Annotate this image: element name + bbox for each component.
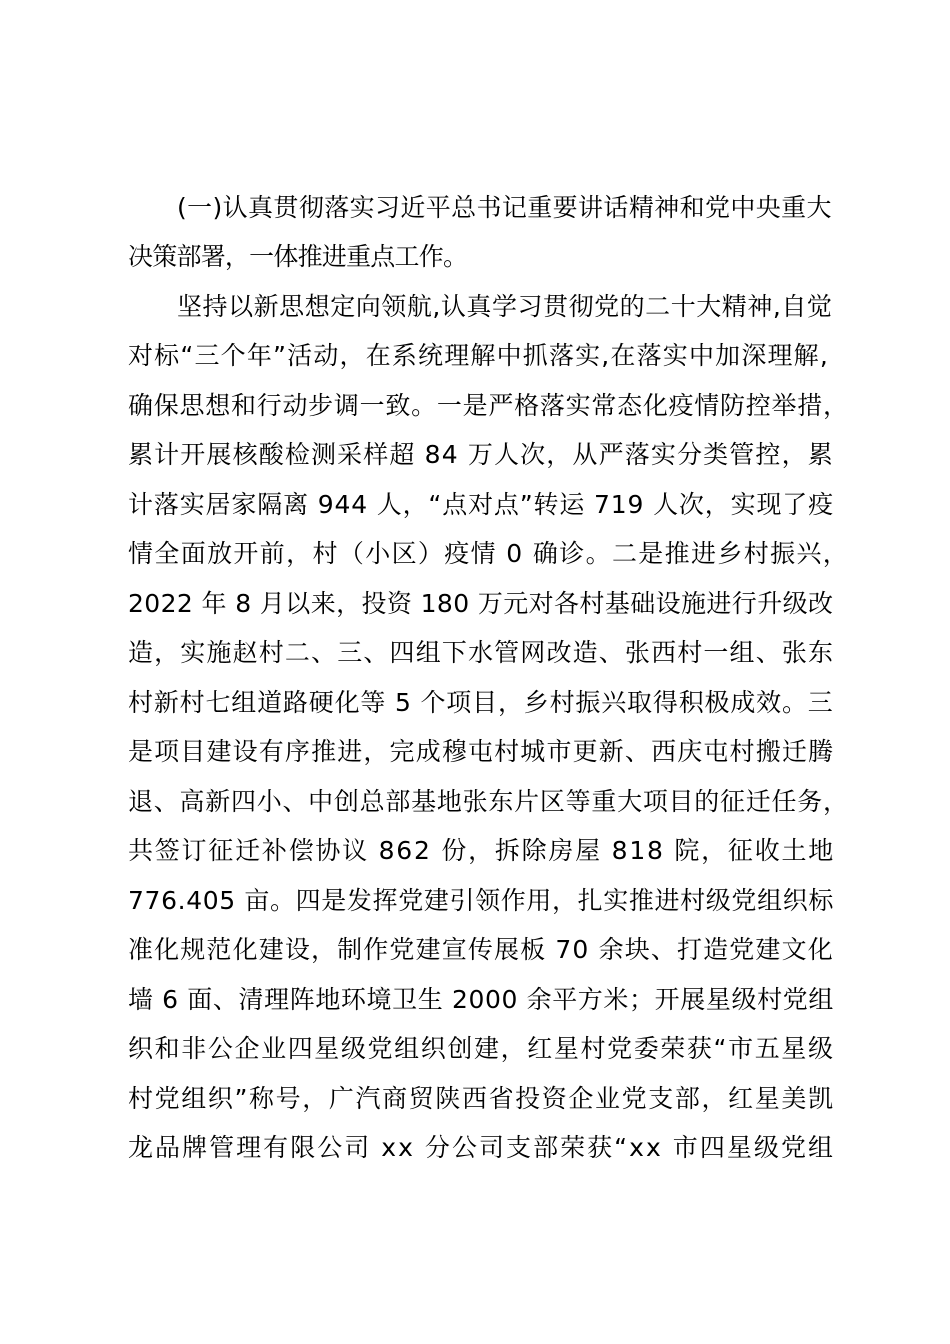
paragraph-line: 墙 6 面、清理阵地环境卫生 2000 余平方米；开展星级村党组 bbox=[128, 985, 834, 1014]
paragraph-line: 累计开展核酸检测采样超 84 万人次，从严落实分类管控，累 bbox=[128, 440, 834, 469]
section-heading-line-2: 决策部署，一体推进重点工作。 bbox=[128, 242, 468, 271]
paragraph-line: 情全面放开前，村（小区）疫情 0 确诊。二是推进乡村振兴， bbox=[128, 539, 850, 568]
paragraph-line: 坚持以新思想定向领航,认真学习贯彻党的二十大精神,自觉 bbox=[177, 292, 833, 321]
paragraph-line: 是项目建设有序推进，完成穆屯村城市更新、西庆屯村搬迁腾 bbox=[128, 737, 835, 766]
paragraph-line: 龙品牌管理有限公司 xx 分公司支部荣获“xx 市四星级党组 bbox=[128, 1133, 836, 1162]
paragraph-line: 共签订征迁补偿协议 862 份，拆除房屋 818 院，征收土地 bbox=[128, 836, 835, 865]
paragraph-line: 2022 年 8 月以来，投资 180 万元对各村基础设施进行升级改 bbox=[128, 589, 834, 618]
paragraph-line: 准化规范化建设，制作党建宣传展板 70 余块、打造党建文化 bbox=[128, 935, 834, 964]
paragraph-line: 确保思想和行动步调一致。一是严格落实常态化疫情防控举措， bbox=[128, 391, 849, 420]
paragraph-line: 计落实居家隔离 944 人，“点对点”转运 719 人次，实现了疫 bbox=[128, 490, 834, 519]
paragraph-line: 造，实施赵村二、三、四组下水管网改造、张西村一组、张东 bbox=[128, 638, 835, 667]
paragraph-line: 776.405 亩。四是发挥党建引领作用，扎实推进村级党组织标 bbox=[128, 886, 834, 915]
paragraph-line: 村新村七组道路硬化等 5 个项目，乡村振兴取得积极成效。三 bbox=[128, 688, 834, 717]
paragraph-line: 织和非公企业四星级党组织创建，红星村党委荣获“市五星级 bbox=[128, 1034, 835, 1063]
paragraph-line: 对标“三个年”活动，在系统理解中抓落实,在落实中加深理解, bbox=[128, 341, 829, 370]
section-heading-line-1: (一)认真贯彻落实习近平总书记重要讲话精神和党中央重大 bbox=[177, 193, 832, 222]
paragraph-line: 村党组织”称号，广汽商贸陕西省投资企业党支部，红星美凯 bbox=[128, 1084, 835, 1113]
paragraph-line: 退、高新四小、中创总部基地张东片区等重大项目的征迁任务， bbox=[128, 787, 849, 816]
